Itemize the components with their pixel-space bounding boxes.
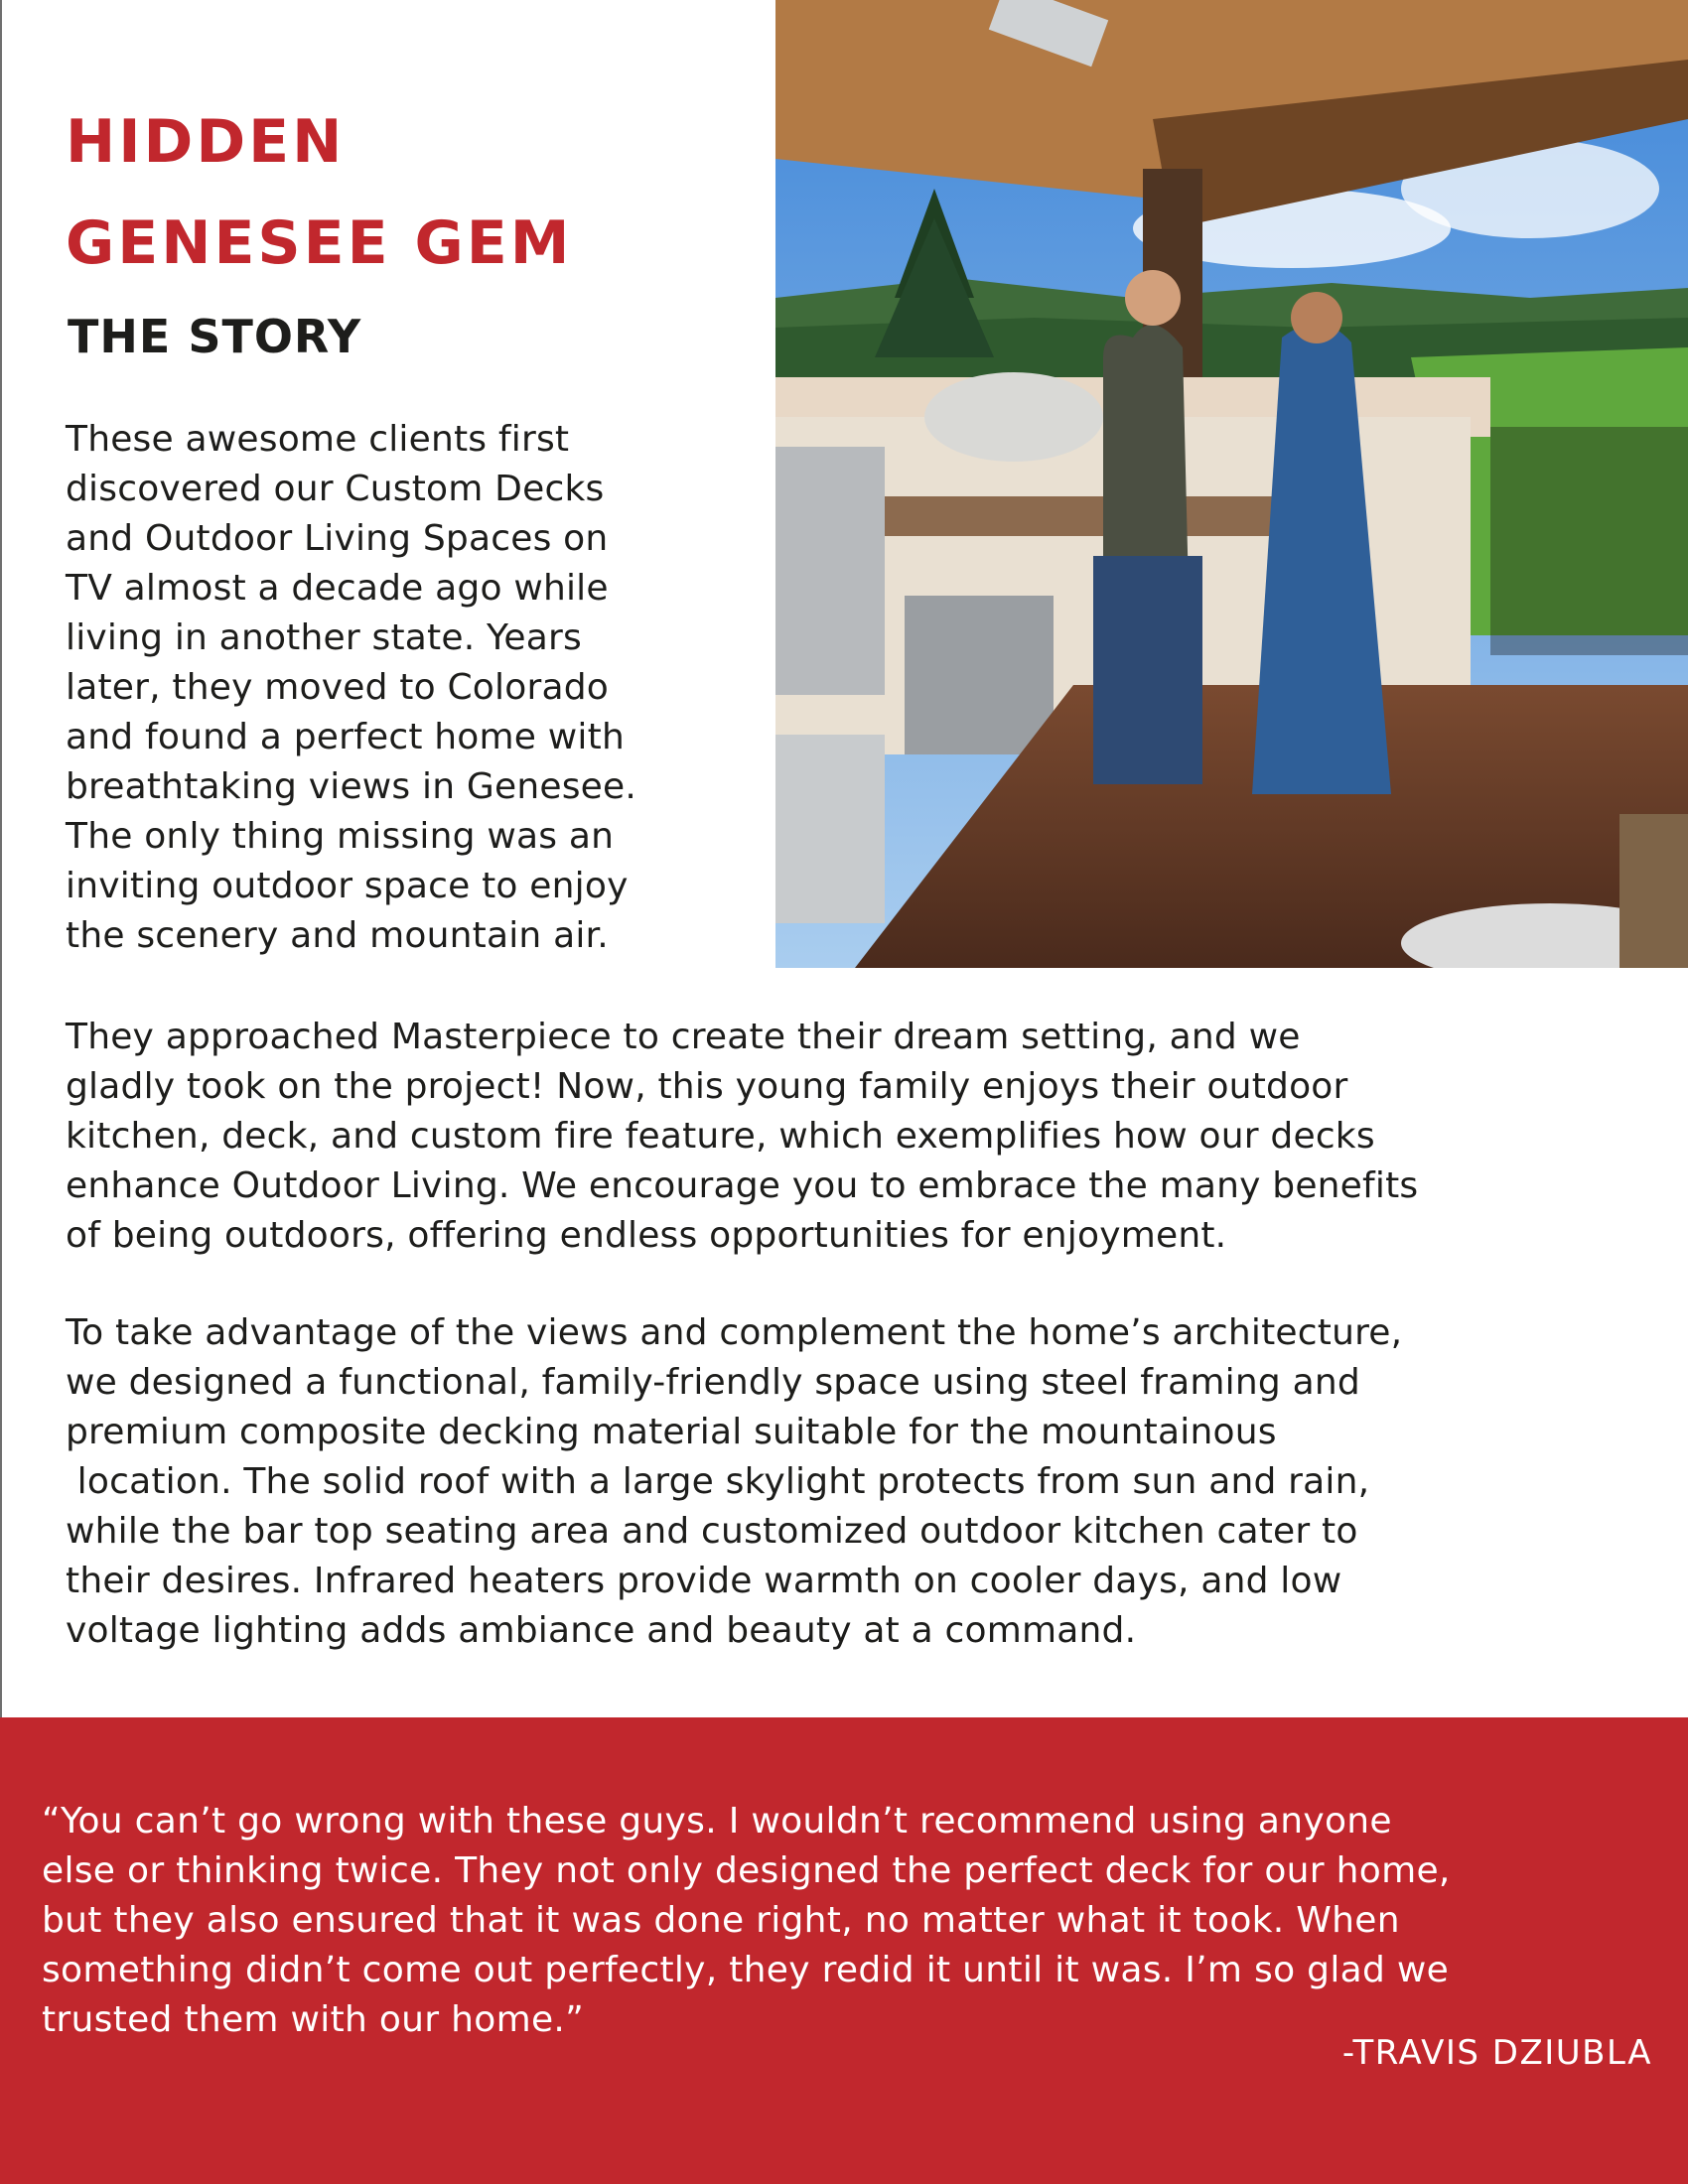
testimonial-quote xyxy=(42,1797,1660,2045)
text-line: and found a perfect home with xyxy=(66,717,625,757)
page-title xyxy=(66,91,741,294)
title-line: HIDDEN xyxy=(66,107,346,177)
text-line: while the bar top seating area and customized outdoor kitchen cater to xyxy=(66,1511,1358,1552)
text-line: TV almost a decade ago while xyxy=(66,568,609,609)
text-line: kitchen, deck, and custom fire feature, which exemplifies how our decks xyxy=(66,1116,1375,1157)
quote-line: something didn’t come out perfectly, they redid it until it was. I’m so glad we xyxy=(42,1950,1450,1990)
story-paragraph-3 xyxy=(66,1308,1654,1656)
quote-line: trusted them with our home.” xyxy=(42,1999,585,2040)
text-line: of being outdoors, offering endless opportunities for enjoyment. xyxy=(66,1215,1227,1256)
page-edge-line xyxy=(0,0,2,1717)
text-line: discovered our Custom Decks xyxy=(66,469,605,509)
text-line: later, they moved to Colorado xyxy=(66,667,609,708)
quote-line: else or thinking twice. They not only designed the perfect deck for our home, xyxy=(42,1850,1451,1891)
section-heading: THE STORY xyxy=(68,310,362,363)
text-line: living in another state. Years xyxy=(66,617,582,658)
testimonial-attribution: -TRAVIS DZIUBLA xyxy=(1341,2033,1652,2073)
quote-line: “You can’t go wrong with these guys. I wouldn’t recommend using anyone xyxy=(42,1801,1392,1842)
text-line: inviting outdoor space to enjoy xyxy=(66,866,629,906)
text-line: enhance Outdoor Living. We encourage you to embrace the many benefits xyxy=(66,1165,1419,1206)
text-line: They approached Masterpiece to create their dream setting, and we xyxy=(66,1017,1301,1057)
quote-line: but they also ensured that it was done right, no matter what it took. When xyxy=(42,1900,1400,1941)
title-line: GENESEE GEM xyxy=(66,208,573,278)
story-paragraph-1 xyxy=(66,415,761,961)
story-paragraph-2 xyxy=(66,1013,1654,1261)
text-line: their desires. Infrared heaters provide warmth on cooler days, and low xyxy=(66,1561,1342,1601)
text-line: The only thing missing was an xyxy=(66,816,615,857)
deck-photo xyxy=(775,0,1688,968)
testimonial-band xyxy=(0,1717,1688,2184)
text-line: location. The solid roof with a large skylight protects from sun and rain, xyxy=(66,1461,1370,1502)
text-line: These awesome clients first xyxy=(66,419,570,460)
text-line: gladly took on the project! Now, this young family enjoys their outdoor xyxy=(66,1066,1348,1107)
text-line: breathtaking views in Genesee. xyxy=(66,766,637,807)
text-line: the scenery and mountain air. xyxy=(66,915,609,956)
text-line: To take advantage of the views and complement the home’s architecture, xyxy=(66,1312,1403,1353)
text-line: voltage lighting adds ambiance and beauty at a command. xyxy=(66,1610,1137,1651)
text-line: we designed a functional, family-friendly space using steel framing and xyxy=(66,1362,1360,1403)
text-line: premium composite decking material suitable for the mountainous xyxy=(66,1412,1277,1452)
text-line: and Outdoor Living Spaces on xyxy=(66,518,609,559)
